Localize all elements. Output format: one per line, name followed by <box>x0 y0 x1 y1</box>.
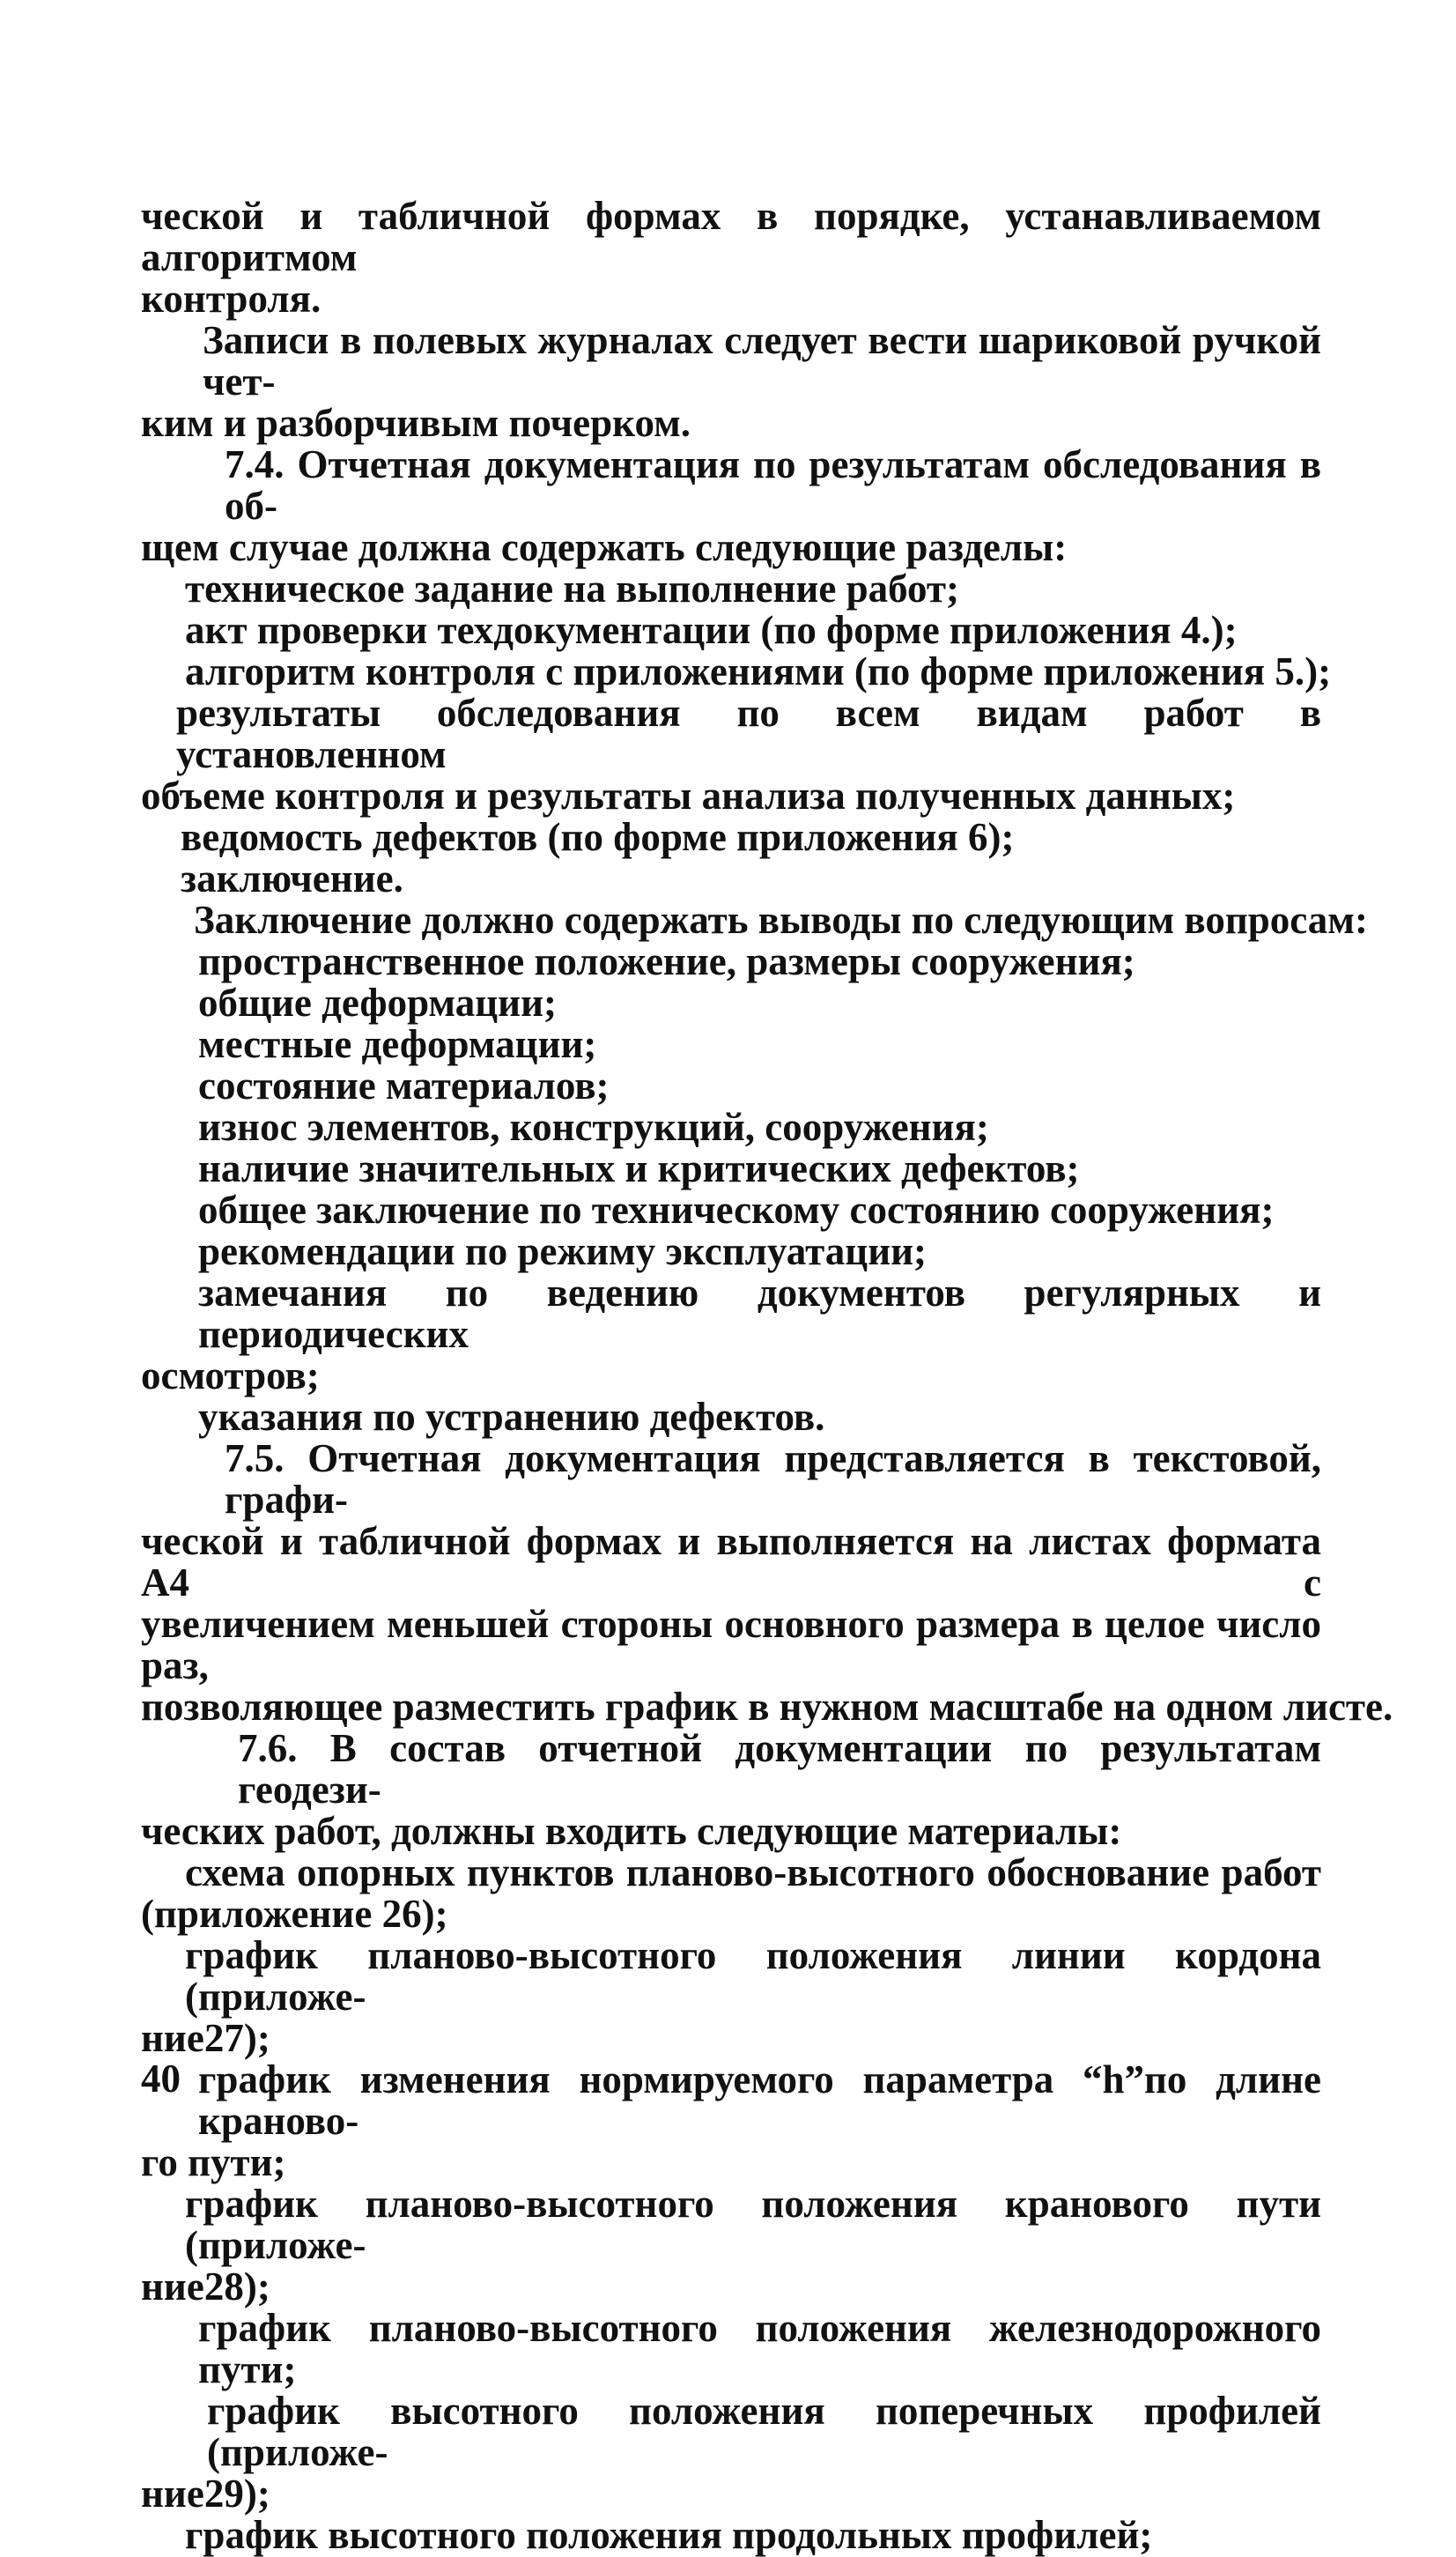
text-line: общие деформации; <box>198 981 558 1025</box>
text-line: ческой и табличной формах в порядке, устанавливаемом алгоритмом <box>141 194 1321 279</box>
text-line: общее заключение по техническому состоянию сооружения; <box>198 1188 1275 1232</box>
text-line: замечания по ведению документов регулярных и периодических <box>198 1271 1321 1356</box>
text-line: указания по устранению дефектов. <box>198 1395 825 1439</box>
text-line: осмотров; <box>141 1353 320 1397</box>
text-line: ние27); <box>141 2016 270 2060</box>
text-line: акт проверки техдокументации (по форме приложения 4.); <box>185 608 1238 652</box>
text-line: график планово-высотного положения линии кордона (приложе- <box>185 1933 1321 2019</box>
text-line: 7.4. Отчетная документация по результатам обследования в об- <box>225 442 1321 528</box>
text-line: позволяющее разместить график в нужном масштабе на одном листе. <box>141 1685 1393 1729</box>
text-line: наличие значительных и критических дефектов; <box>198 1146 1080 1190</box>
text-line: рекомендации по режиму эксплуатации; <box>198 1229 928 1273</box>
text-line: заключение. <box>181 856 403 901</box>
text-line: Записи в полевых журналах следует вести шариковой ручкой чет- <box>203 318 1321 404</box>
text-line: график планово-высотного положения железнодорожного пути; <box>198 2306 1321 2391</box>
text-line: ние28); <box>141 2264 270 2309</box>
body-text <box>141 194 1393 2557</box>
text-line: (приложение 26); <box>141 1892 448 1936</box>
text-line: местные деформации; <box>198 1022 597 1066</box>
text-line: ким и разборчивым почерком. <box>141 401 691 445</box>
text-line: график планово-высотного положения кранового пути (приложе- <box>185 2182 1321 2267</box>
text-line: го пути; <box>141 2140 286 2184</box>
text-line: Заключение должно содержать выводы по следующим вопросам: <box>194 898 1368 942</box>
text-line: увеличением меньшей стороны основного размера в целое число раз, <box>141 1602 1321 1687</box>
page-number: 40 <box>141 2057 181 2101</box>
text-line: результаты обследования по всем видам работ в установленном <box>176 691 1321 776</box>
text-line: график высотного положения поперечных профилей (приложе- <box>207 2389 1321 2474</box>
text-line: схема опорных пунктов планово-высотного обоснование работ <box>185 1850 1321 1894</box>
text-line: объеме контроля и результаты анализа полученных данных; <box>141 774 1236 818</box>
text-line: ние29); <box>141 2472 270 2516</box>
text-line: ведомость дефектов (по форме приложения 6); <box>181 815 1015 859</box>
text-line: износ элементов, конструкций, сооружения; <box>198 1105 989 1149</box>
text-line: алгоритм контроля с приложениями (по форме приложения 5.); <box>185 649 1332 693</box>
text-line: пространственное положение, размеры сооружения; <box>198 939 1135 983</box>
text-line: техническое задание на выполнение работ; <box>185 567 959 611</box>
text-line: график высотного положения продольных профилей; <box>185 2513 1153 2557</box>
text-line: 7.6. В состав отчетной документации по результатам геодези- <box>238 1726 1321 1812</box>
text-line: щем случае должна содержать следующие разделы: <box>141 525 1068 569</box>
text-line: состояние материалов; <box>198 1064 610 1108</box>
text-line: контроля. <box>141 277 322 321</box>
text-line: график изменения нормируемого параметра “h”по длине краново- <box>198 2057 1321 2143</box>
text-line: ческих работ, должны входить следующие материалы: <box>141 1809 1122 1853</box>
text-line: 7.5. Отчетная документация представляется в текстовой, графи- <box>225 1436 1321 1522</box>
text-line: ческой и табличной формах и выполняется на листах формата А4 с <box>141 1519 1321 1605</box>
